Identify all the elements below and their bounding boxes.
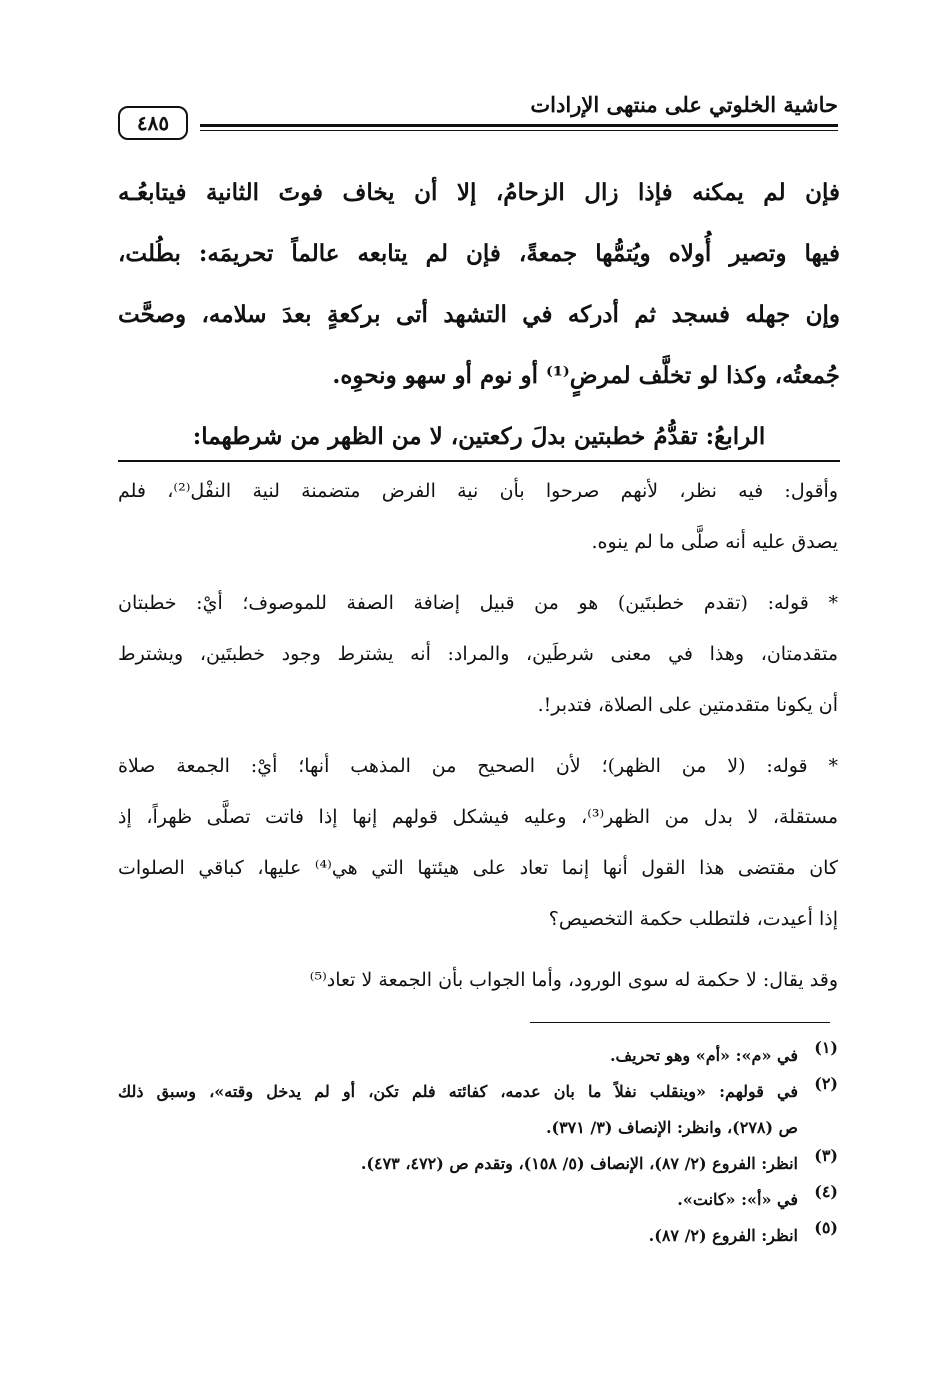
commentary-paragraph: [118, 741, 838, 945]
commentary-line: أن يكونا متقدمتين على الصلاة، فتدبر!.: [537, 694, 838, 716]
commentary-line: كان مقتضى هذا القول أنها إنما تعاد على هيئتها التي هي⁽⁴⁾ عليها، كباقي الصلوات: [118, 857, 838, 879]
main-text-line: وإن جهله فسجد ثم أدركه في التشهد أتى بركعةٍ بعدَ سلامه، وصحَّت: [118, 301, 840, 328]
commentary-paragraph: [118, 955, 838, 1006]
running-title: حاشية الخلوتي على منتهى الإرادات: [530, 92, 838, 117]
main-text: [118, 162, 840, 467]
commentary-line: وأقول: فيه نظر، لأنهم صرحوا بأن نية الفرض متضمنة لنية النفْل⁽²⁾، فلم: [118, 480, 838, 502]
footnote-text: انظر: الفروع (٢/ ٨٧).: [648, 1226, 798, 1245]
commentary-line: وقد يقال: لا حكمة له سوى الورود، وأما الجواب بأن الجمعة لا تعاد⁽⁵⁾: [309, 969, 838, 991]
commentary-line: مستقلة، لا بدل من الظهر⁽³⁾، وعليه فيشكل قولهم إنها إذا فاتت تصلَّى ظهراً، إذ: [118, 806, 839, 828]
commentary-paragraph: [118, 578, 838, 731]
commentary-paragraph: [118, 466, 838, 568]
main-text-line: فيها وتصير أُولاه ويُتمُّها جمعةً، فإن لم يتابعه عالماً تحريمَه: بطُلت،: [118, 240, 840, 267]
footnote: [118, 1218, 838, 1254]
commentary-line: إذا أعيدت، فلتطلب حكمة التخصيص؟: [548, 908, 838, 930]
main-text-line: جُمعتُه، وكذا لو تخلَّف لمرضٍ⁽¹⁾ أو نوم أو سهو ونحوِه.: [332, 362, 840, 389]
main-text-line: فإن لم يمكنه فإذا زال الزحامُ، إلا أن يخاف فوتَ الثانية فيتابعُـه: [118, 179, 840, 206]
footnote: [118, 1074, 838, 1146]
footnote: [118, 1182, 838, 1218]
footnotes: [118, 1038, 838, 1254]
main-text-divider: [118, 460, 840, 462]
commentary-line: * قوله: (لا من الظهر)؛ لأن الصحيح من المذهب أنها؛ أيْ: الجمعة صلاة: [118, 755, 838, 777]
footnote-number: (٤): [814, 1182, 838, 1201]
header-rule: [200, 124, 838, 127]
page-number: ٤٨٥: [118, 106, 188, 140]
footnote-number: (١): [814, 1038, 838, 1057]
footnote-text: في «أ»: «كانت».: [677, 1190, 798, 1209]
footnote: [118, 1038, 838, 1074]
commentary-line: يصدق عليه أنه صلَّى ما لم ينوه.: [591, 531, 838, 553]
footnote-number: (٣): [814, 1146, 838, 1165]
footnote-divider: [530, 1022, 830, 1023]
footnote-text: في «م»: «أم» وهو تحريف.: [609, 1046, 798, 1065]
footnote-number: (٥): [814, 1218, 838, 1237]
footnote-number: (٢): [814, 1074, 838, 1093]
footnote-text: في قولهم: «وينقلب نفلاً ما بان عدمه، كفائته فلم تكن، أو لم يدخل وقته»، وسبق ذلك: [118, 1082, 798, 1101]
commentary-line: متقدمتان، وهذا في معنى شرطَين، والمراد: أنه يشترط وجود خطبتَين، ويشترط: [118, 643, 838, 665]
commentary-line: * قوله: (تقدم خطبتَين) هو من قبيل إضافة الصفة للموصوف؛ أيْ: خطبتان: [118, 592, 838, 614]
commentary: [118, 466, 838, 1016]
footnote-text: ص (٢٧٨)، وانظر: الإنصاف (٣/ ٣٧١).: [545, 1118, 798, 1137]
footnote: [118, 1146, 838, 1182]
footnote-text: انظر: الفروع (٢/ ٨٧)، الإنصاف (٥/ ١٥٨)، وتقدم ص (٤٧٢، ٤٧٣).: [360, 1154, 798, 1173]
page-header: [118, 88, 838, 144]
section-heading: الرابعُ: تقدُّمُ خطبتين بدلَ ركعتين، لا من الظهر من شرطهما:: [192, 423, 766, 450]
header-rule-thin: [200, 130, 838, 131]
